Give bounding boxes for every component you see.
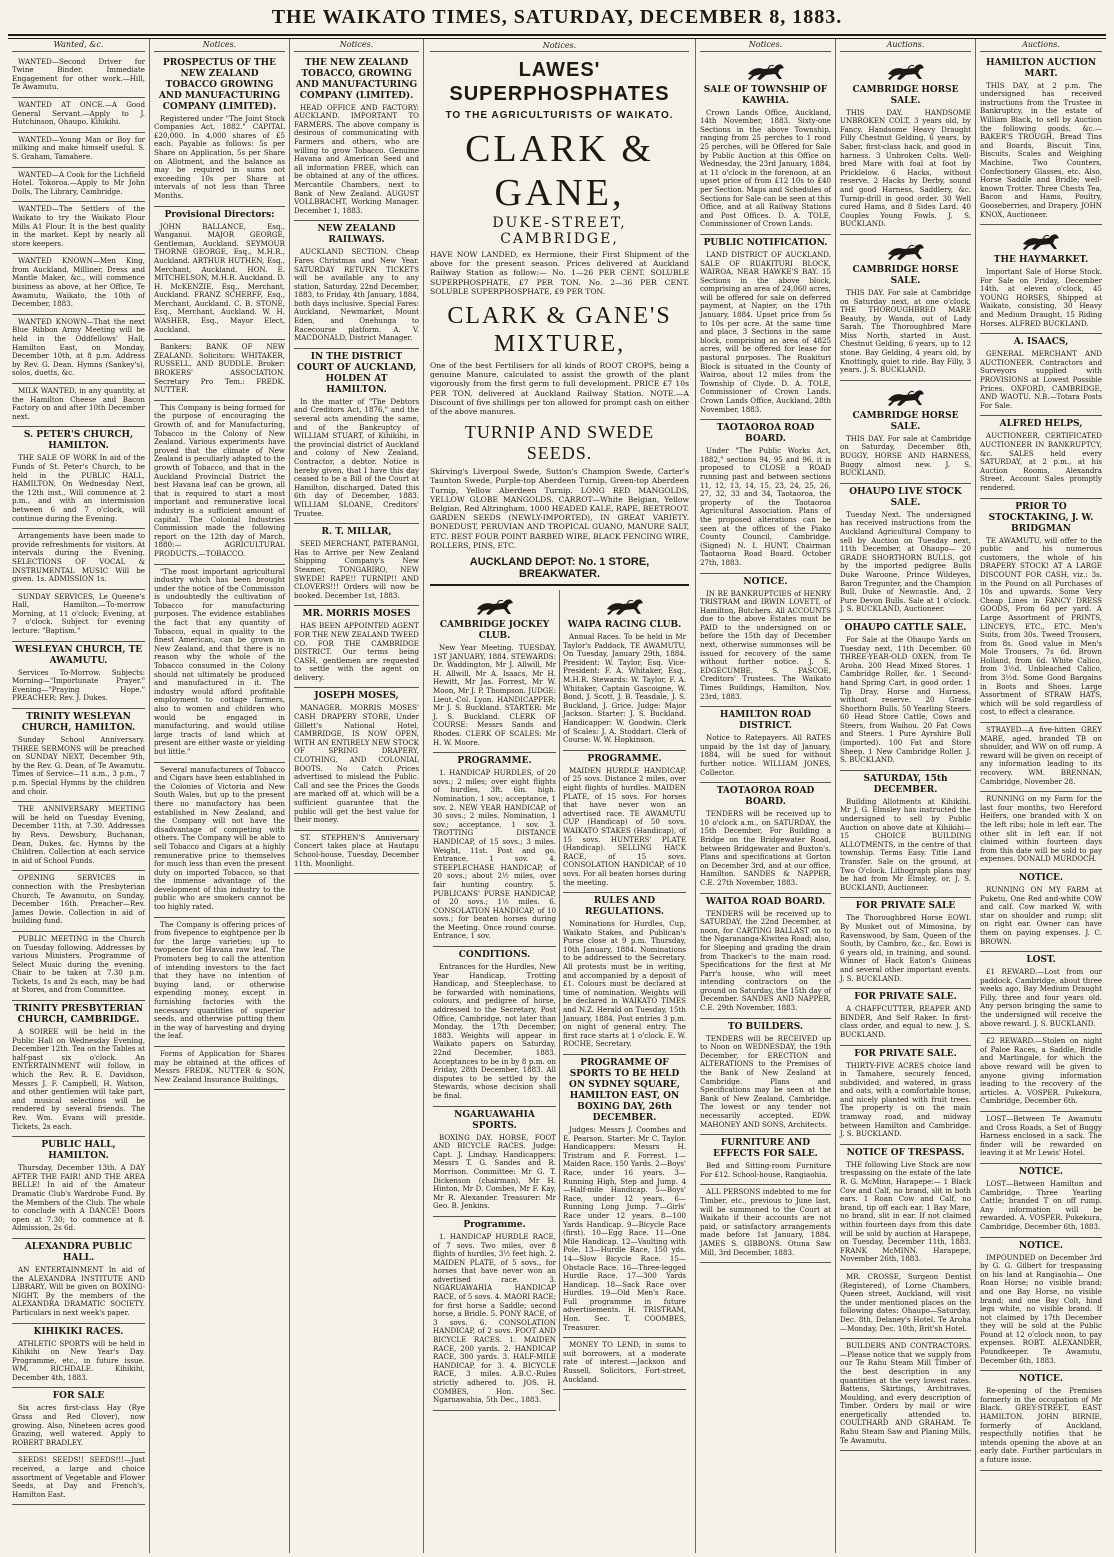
ad-body: 1. HANDICAP HURDLE RACE, of 7 sovs. Two miles, over 8 flights of hurdles, 3½ feet high. 2. MAIDEN PLATE, of 5 sovs., for horses that have never won an advertised race. 3. NGARUAWAHIA HANDICAP RACE, of 5 sovs. 4. MAORI RACE; for first horse a Saddle; second horse, a Bridle. 5. PONY RACE, of 3 sovs. 6. CONSOLATION HANDICAP, of 2 sovs. FOOT AND BICYCLE RACES. 1. MAIDEN RACE, 200 yards. 2. HANDICAP RACE, 300 yards. 3. HALF-MILE HANDICAP, for 3. 4. BICYCLE RACE, 3 miles. A.B.C.-Rules strictly adhered to. JOS. H. COMBES, Hon. Sec. Ngaruawahia, 5th Dec., 1883. [433,1231,556,1405]
advertisement [294,221,419,349]
ad-body: HAS BEEN APPOINTED AGENT FOR THE NEW ZEALAND TWEED CO. FOR THE CAMBRIDGE DISTRICT. Our terms being CASH, gentlemen are requested to settle with the agent on delivery. [294,621,419,682]
ad-title: S. PETER'S CHURCH, HAMILTON. [23,430,134,452]
ad-body: HEAD OFFICE AND FACTORY: AUCKLAND. IMPORTANT TO FARMERS. The above company is desirous of communicating with Farmers and others, who are willing to grow Tobacco. Genuine Havana and American Seed and all information FREE, which can be obtained at any of the offices. Mercantile Chambers, next to Bank of New Zealand. AUGUST VOLLBRACHT, Working Manager. December 1, 1883. [294,102,419,215]
advertisement [700,1019,831,1136]
advertisement [154,763,285,918]
advertisement [563,893,686,1055]
ad-body: New Year Meeting. TUESDAY, 1ST JANUARY, 1884. STEWARDS: Dr. Waddington, Mr J. Allwill, Mr H. Allwill, Mr A. Isaacs, Mr H. Hewitt, Mr Jas. Forrest, Mr W. Moon, Mr J. P. Thompson. JUDGE: Lieut.-Col. Lyon. HANDICAPPER: Mr J. S. Buckland. STARTER: Mr J. S. Buckland. CLERK OF COURSE: Messrs Sands and Rhodes. CLERK OF SCALES: Mr H. W. Moore. [433,643,556,747]
ad-title: SATURDAY, 15th DECEMBER. [863,773,948,795]
advertisement [563,590,686,751]
advertisement [840,898,971,989]
advertisement [840,1046,971,1145]
ad-body: TENDERS will be received up to SATURDAY, the 22nd December, at noon, for CARTING BALLAST on to the Ngarananga-Kiwitea Road; also, for Sleeping and grading the drain from Thacker's to the main road. Specifications for the first at Mr Parr's house, who will meet intending contractors on the ground on Saturday, the 15th day of December. SANDES AND NAPPER, C.E. 29th November, 1883. [700,908,831,1013]
column-heading: Notices. [294,41,419,52]
mixture-title: CLARK & GANE'S MIXTURE, [447,303,672,358]
ad-body: Tuesday Next. The undersigned has received instructions from the Auckland Agricultural Company to sell by Auction on Tuesday next, 11th December, at Ohaupo— 20 GRADE SHORTHORN BULLS, got by the imported pedigree Bulls Duke Waroone, Prince Wildeyes, Baron Tregunter, and the Champion Bull, Duke of Newcastle. And, 2 Pure Devon Bulls. Sale at 1 o'clock. J. S. BUCKLAND, Auctioneer. [840,509,971,614]
depot-line: AUCKLAND DEPOT: No. 1 STORE, BREAKWATER. [430,556,689,586]
advertisement [12,1001,145,1137]
advertisement [12,98,145,133]
advertisement [433,1107,556,1217]
ad-title: CAMBRIDGE JOCKEY CLUB. [439,620,550,642]
advertisement [563,751,686,893]
ad-title: FOR PRIVATE SALE [855,901,956,912]
ad-title: TAOTAOROA ROAD BOARD. [716,786,815,808]
advertisement [433,947,556,1107]
advertisement [154,55,285,207]
columns [8,38,1106,1553]
ad-body: JOHN BALLANCE, Esq., Wanganui. MAJOR GEORGE, Gentleman, Auckland. SEYMOUR THORNE GEORGE, Esq., M.H.R., Auckland. ARTHUR HUTHEN, Esq., Merchant, Auckland. HON. E. MITCHELSON, M.H.R. Auckland. D. H. McKENZIE, Esq., Merchant, Auckland. FRANZ SCHERFF, Esq., Merchant, Auckland. C. B. STONE, Esq., Merchant, Auckland. W. H. WASHER, Esq., Mayor Elect, Auckland. [154,221,285,334]
advertisement [700,55,831,235]
advertisement [433,590,556,753]
ad-title: NOTICE. [1018,1166,1064,1177]
advertisement [840,771,971,899]
ad-title: NOTICE. [1018,1240,1064,1251]
advertisement [154,918,285,1047]
column-heading: Notices. [700,41,831,52]
advertisement [980,1371,1102,1470]
ad-title: THE NEW ZEALAND TOBACCO, GROWING AND MANUFACTURING COMPANY (LIMITED). [295,57,418,101]
ad-body: TENDERS will be received up to 10 o'clock a.m., on SATURDAY, the 15th December, For Building a Bridge on the Bridgewater Road, between Bridgewater and Buxton's. Plans and specifications at Gorton on December 3rd, and at our office, Hamilton. SANDES & NAPPER, C.E. 27th November, 1883. [700,809,831,887]
ad-body: WANTED AT ONCE.—A Good General Servant.—Apply to J. Hutchinson, Ohaupo, Kihikihi. [12,99,145,127]
advertisement [12,315,145,384]
ad-title: PROGRAMME OF SPORTS TO BE HELD ON SYDNEY SQUARE, HAMILTON EAST, ON BOXING DAY, 26th DECEMBER. [569,1058,680,1123]
ad-body: THIS DAY. For sale at Cambridge on Saturday next, at one o'clock, THE THOROUGHBRED MARE Beauty, by Wanda, out of Lady Sarah. The Thoroughbred Mare Miss North, started in Aust. Chestnut Gelding, 6 years, up to 12 stone. Bay Gelding, 4 years old, by Knottingly, quiet to ride. Bay Filly, 3 years. J. S. BUCKLAND. [840,287,971,375]
ad-body: WANTED—Second Driver for Twine Binder. Immediate Engagement for other work.—Hill, Te Awamutu. [12,56,145,92]
ad-title: CAMBRIDGE HORSE SALE. [852,84,959,106]
column-heading: Wanted, &c. [12,41,145,52]
ad-body: THIS DAY. HANDSOME UNBROKEN COLT, 3 years old, by Fancy. Handsome Heavy Draught Filly Chestnut Gelding, 6 years, by Saber, first-class hack, and good in harness. 3 Unbroken Colts. Well-bred Mare with foal at foot by Pricklelow. 6 Hacks, without reserve. 2 Hacks by Derby, sound and good Harness, Saddlery, &c. Turnip-drill in good order. 30 Well cured Hams, and 8 Sides Lard. 40 Couples Young Fowls. J. S. BUCKLAND. [840,107,971,229]
advertisement [840,55,971,235]
column-heading: Auctions. [840,41,971,52]
ad-body: Arrangements have been made to provide refreshments for visitors. At intervals during the Evening, SELECTIONS OF VOCAL & INSTRUMENTAL MUSIC Will be given. 1s. ADMISSION 1s. [12,531,145,584]
advertisement [12,55,145,98]
advertisement [12,529,145,590]
ad-body: WANTED—The Settlers of the Waikato to try the Waikato Flour Mills A1 Flour. It is the best quality in the market. Kept by nearly all store keepers. [12,204,145,248]
ad-title: NOTICE. [1018,872,1064,883]
ad-body: PUBLIC MEETING in the Church on Tuesday following. Addresses by various Ministers. Programme of Select Music during the evening. Chair to be taken at 7.30 p.m. Tickets, 1s and 2s each, may be had at Stores, and from Committee. [12,933,145,995]
advertisement [12,1324,145,1389]
ad-title: KIHIKIKI RACES. [33,1326,124,1337]
advertisement [294,524,419,606]
ad-body: Thursday, December 13th. A DAY AFTER THE FAIR! AND THE AREA BELLE! In aid of the Amateur Dramatic Club's Wardrobe Fund. By the Members of the Club. The whole to conclude with A DANCE! Doors open at 7.30; to commence at 8. Admission, 2s 6d. [12,1163,145,1233]
ad-body: A CHAFFCUTTER, REAPER AND BINDER, And Self Raker. In first-class order, and equal to new. J. S. BUCKLAND. [840,1004,971,1039]
advertisement [980,225,1102,334]
racehorse-icon [884,386,928,408]
ad-body: BUILDERS AND CONTRACTORS.—Please notice that we supply from our Te Rahu Steam Mill Timber of the best description in any quantities at the very lowest rates. Battens, Skirtings, Architraves, Moulding, and every description of Timber. Orders by mail or wire energetically attended to. COULTHARD AND GRAHAM. Te Rahu Steam Saw and Planing Mills, Te Awamutu. [840,1341,971,1445]
advertisement [12,642,145,709]
ad-title: PROGRAMME. [587,753,662,764]
advertisement [980,792,1102,870]
ad-title: NOTICE OF TRESPASS. [846,1147,965,1158]
ad-body: WANTED—Young Man or Boy for milking and make himself useful. S. S. Graham, Tamahere. [12,134,145,161]
ad-body: Entrances for the Hurdles, New Year Handicap, Trotting Handicap, and Steeplechase, to be forwarded with nominations, colours, and pedigree of horse, addressed to the Secretary, Post Office, Cambridge, not later than Monday, the 17th December, 1883. Weights will appear in Waikato papers on Saturday, 22nd December, 1883. Acceptances to be in by 8 p.m. on Friday, 28th December, 1883. All disputes to be settled by the Stewards, whose decision shall be final. [433,962,556,1100]
ad-body: LAND DISTRICT OF AUCKLAND. SALE OF RUAKITURI BLOCK, WAIROA, NEAR HAWKE'S BAY. 15 Sections in the above block, comprising an area of 24,060 acres, will be offered for sale on deferred payment, at Napier, on the 17th January, 1884. Upset price from 5s to 10s per acre. At the same time and place, 3 Sections in the same block, comprising an area of 4825 acres, will be offered for lease for pastoral purposes. The Ruakituri Block is situated in the County of Wairoa, about 12 miles from the Township of Clyde. D. A. TOLE, Commissioner of Crown Lands. Crown Lands Office, Auckland, 28th November, 1883. [700,249,831,414]
ad-body: Crown Lands Office, Auckland, 14th November, 1883. Sixty-one Sections in the above Township, ranging from 25 perches to 1 rood 25 perches, will be Offered for Sale by Public Auction at this Office on Wednesday, the 23rd January, 1884, at 11 o'clock in the forenoon, at an upset price of from £12 10s to £40 per Section. Maps and Schedules of Sections for Sale can be seen at this Office, and at all Railway Stations and Post Offices. D. A. TOLE, Commissioner of Crown Lands. [700,107,831,229]
masthead: THE WAIKATO TIMES, SATURDAY, DECEMBER 8, 1883. [8,6,1106,36]
ad-title: Provisional Directors: [164,209,275,220]
ad-body: THE ANNIVERSARY MEETING will be held on Tuesday Evening, December 11th, at 7.30. Addresses by Revs. Dewsbury, Buchanan, Dean, Dukes, &c. Hymns by the Children. Collection at each service in aid of School Funds. [12,804,145,865]
ad-body: THIS DAY. For sale at Cambridge on Saturday, December 8th, BUGGY, HORSE AND HARNESS, Buggy almost new. J. S. BUCKLAND. [840,433,971,478]
advertisement [12,1388,145,1453]
ad-title: MR. MORRIS MOSES [302,609,411,620]
advertisement [294,55,419,222]
ad-title: R. T. MILLAR, [321,527,392,538]
advertisement [12,932,145,1001]
firm-address: DUKE-STREET, CAMBRIDGE, [492,215,627,247]
ad-body: WANTED KNOWN—That the next Blue Ribbon Army Meeting will be held in the Oddfellows' Hall, Hamilton East, on Monday, December 10th, at 8 p.m. Address by Rev. G. Dean. Hymns (Sankey's), solos, duetts, &c. [12,316,145,378]
advertisement [840,989,971,1045]
ad-title: A. ISAACS, [1013,337,1069,348]
ad-body: IN RE BANKRUPTCIES of HENRY TRISTRAM and IRWIN LOVETT, of Hamilton, Butchers. All ACCOUNTS due to the above Estates must be PAID to the undersigned on or before the 15th day of December next, otherwise summonses will be issued for recovery of the same without further notice. J. S. EDGECUMBE, S. PASCOE, Creditors' Trustees. The Waikato Times Buildings, Hamilton, Nov. 23rd, 1883. [700,588,831,701]
ad-body: Under "The Public Works Act, 1882," sections 94, 95 and 96, it is proposed to CLOSE a ROAD running past and between sections 11, 12, 13, 14, 15, 23, 24, 25, 26, 27, 32, 33 and 34, Taotaoroa, the property of the Taotaoroa Agricultural Association. Plans of the proposed alterations can be seen at the offices of the Piako County Council, Cambridge. (Signed) N. I. HUNT, Chairman Taotaoroa Road Board. October 27th, 1883. [700,446,831,567]
ad-body: Bankers: BANK OF NEW ZEALAND. Solicitors: WHITAKER, RUSSELL, AND BUDDLE. Broker: BROKERS' ASSOCIATION. Secretary Pro Tem.: FREDK. NUTTER. [154,342,285,395]
advertisement [980,723,1102,792]
ad-body: GENERAL MERCHANT AND AUCTIONEER. Contractors and Surveyors supplied with PROVISIONS at Lowest Possible Prices. OXFORD, CAMBRIDGE, AND WAOTU. N.B.—Totara Posts For Sale. [980,349,1102,410]
ad-body: SEED MERCHANT, PATERANGI, Has to Arrive per New Zealand Shipping Company's New Steamer, TONGARIRO, NEW SWEDE! RAPE!! TURNIP!! AND CLOVERS!!! Orders will now be booked. December 1st, 1883. [294,539,419,600]
ad-title: Programme. [463,1219,526,1230]
ad-title: ALFRED HELPS, [999,419,1083,430]
ad-title: PRIOR TO STOCKTAKING, J. W. BRIDGMAN [988,501,1094,534]
racehorse-icon [884,240,928,262]
ad-body: Judges: Messrs J. Coombes and E. Pearson. Starter: Mr C. Taylor. Handicappers: Messrs H. Tristram and F. Forrest. 1—Maiden Race, 150 Yards. 2—Boys' Race, under 16 years. 3—Running High, Step and Jump. 4—Half-mile Handicap. 5—Boys' Race, under 12 years. 6—Running Long Jump. 7—Girls' Race under 12 years. 8—100 Yards Handicap. 9—Bicycle Race (first). 10—Egg Race. 11—One Mile Handicap. 12—Vaulting with Pole. 13—Hurdle Race, 150 yds. 14—Slow Bicycle Race. 15—Obstacle Race. 16—Three-legged Hurdle Race. 17—300 Yards Handicap. 18—Sack Race over Hurdles. 19—Old Men's Race. Full programme in future advertisements. H. TRISTRAM, Hon. Sec. T. COOMBES, Treasurer. [563,1125,686,1332]
ad-body: RUNNING on my Farm for the last four months, two Hereford Heifers, one branded with X on the left ribs; hole in left ear. The other slit in left ear. If not claimed within fourteen days from this date will be sold to pay expenses. DONALD MURDOCH. [980,794,1102,864]
advertisement [980,1112,1102,1164]
ad-body: £1 REWARD.—Lost from our paddock, Cambridge, about three weeks ago, Bay Medium Draught Filly, three and four years old. Any person bringing the same to the undersigned will receive the above reward. J. S. BUCKLAND. [980,967,1102,1028]
ad-title: OHAUPO CATTLE SALE. [844,622,967,633]
ad-body: WANTED KNOWN—Men King, from Auckland, Milliner, Dress and Mantle Maker, &c., will commence business as above, at her Office, Te Awamutu, Waikato, the 10th of December, 1883. [12,256,145,309]
advertisement [980,952,1102,1034]
ad-body: THE SALE OF WORK In aid of the Funds of St. Peter's Church, to be held in the PUBLIC HALL, HAMILTON, On Wednesday Next, the 12th inst., Will commence at 2 p.m., and with an intermission between 6 and 7 o'clock, will continue during the Evening. [12,453,145,523]
racehorse-icon [603,595,647,617]
advertisement [154,340,285,401]
ad-body: BOXING DAY. HORSE, FOOT AND BICYCLE RACES. Judge: Capt. J. Lindsay. Handicappers: Messrs T. G. Sandes and R. Morrison. Committee: Mr G. T. Dickenson (chairman), Mr H. Hinton, Mr D. Combes, Mr F. Kay, Mr R. Alexander. Treasurer: Mr Geo. B. Jenkins. [433,1132,556,1211]
advertisement [12,1453,145,1505]
ad-title: HAMILTON ROAD DISTRICT. [719,710,812,732]
advertisement [980,416,1102,498]
ad-title: TRINITY WESLEYAN CHURCH, HAMILTON. [21,712,136,734]
advertisement [12,1239,145,1324]
seeds-title: TURNIP AND SWEDE SEEDS. [464,422,655,464]
ad-body: OPENING SERVICES in connection with the Presbyterian Church, Te Awamutu, on Sunday, December 16th. Preacher—Rev. James Dowie. Collection in aid of building fund. [12,873,145,926]
ad-body: Bed and Sitting-room Furniture For £12. School-house, Rangiaohia. [700,1161,831,1179]
ad-body: ALL PERSONS indebted to me for Timber, etc., previous to June last, will be summoned to the Court at Waikato if their accounts are not paid, or satisfactory arrangements made before 1st January, 1884. JAMES S. GIBBONS. Otuna Saw Mill, 3rd December, 1883. [700,1187,831,1257]
ad-title: FURNITURE AND EFFECTS FOR SALE. [713,1138,818,1160]
ad-body: LOST—Between Te Awamutu and Cross Roads, a Set of Buggy Harness enclosed in a sack. The finder will be rewarded on leaving it at Mr Lewis' Hotel. [980,1114,1102,1158]
ad-title: FOR SALE [52,1391,105,1402]
advertisement [563,1338,686,1390]
ad-body: WANTED—A Cook for the Lichfield Hotel. Tokoroa.—Apply to Mr John Dolls, The Library, Cambridge. [12,169,145,196]
ad-body: The Thoroughbred Horse EOWI. By Musket out of Mimosina, by Ravenswood, by Sam, Queen of the South, by Cambro, &c., &c. Eowi is 6 years old, in training, and sound. Winner of Hack Eaton's Guineas and several other important events. J. S. BUCKLAND. [840,913,971,983]
ad-body: AUCTIONEER, CERTIFICATED AUCTIONEER IN BANKRUPTCY, &c. SALES held every SATURDAY, at 2 p.m., at his Auction Rooms, Alexandra Street. Account Sales promptly rendered. [980,431,1102,492]
ad-body: "The most important agricultural industry which has been brought under the notice of the Commission is undoubtedly the cultivation of Tobacco for manufacturing purposes. The evidence establishes the fact that any quantity of Tobacco, equal in quality to the finest American, can be grown in New Zealand, and that there is no reason why the whole of the Tobacco consumed in the Colony should not ultimately be produced and manufactured in it. The industry would afford profitable employment to cottage farmers, also to women and children who would be engaged in manufacturing, and would utilise large tracts of land which at present are either waste or yielding but little." [154,566,285,756]
ad-body: ST. STEPHEN'S Anniversary Concert takes place at Hautapu School-house, Tuesday, December 11th. Moonlight. [294,832,419,868]
ad-body: This Company is being formed for the purpose of encouraging the Growth of, and for Manufacturing, Tobacco in the Colony of New Zealand. Various experiments have proved that the climate of New Zealand is peculiarly adapted to the growth of Tobacco, and that in the Auckland Provincial District the best Havana leaf can be grown, all that is required to start a most important and remunerative local industry is a sufficient amount of capital. The Colonial Industries Commission made the following report on the 12th day of March, 1880:— AGRICULTURAL PRODUCTS.—TOBACCO. [154,402,285,558]
advertisement [563,1055,686,1338]
ad-body: Notice to Ratepayers. All RATES unpaid by the 1st day of January, 1884, will be sued for without further notice. WILLIAM JONES, Collector. [700,733,831,777]
ad-body: SUNDAY SERVICES, Le Queene's Hall, Hamilton.—To-morrow Morning, at 11 o'clock; Evening, at 7 o'clock. Subject for evening lecture: "Baptism." [12,591,145,636]
column-notices-2 [290,39,424,1553]
column-notices-prospectus [150,39,290,1553]
ad-title: PROSPECTUS OF THE NEW ZEALAND TOBACCO GROWING AND MANUFACTURING COMPANY (LIMITED). [158,57,281,112]
ad-body: Building Allotments at Kihikihi. Mr J. G. Elmsley has instructed the undersigned to sell by Public Auction on above date at Kihikihi— 15 CHOICE BUILDING ALLOTMENTS, in the centre of that township. Terms Easy. Title Land Transfer. Sale on the ground, at Two O'clock. Lithograph plans may be had from Mr Elmsley, or, J. S. BUCKLAND, Auctioneer. [840,796,971,892]
ad-body: SEEDS! SEEDS!! SEEDS!!!—Just received, a large and choice assortment of Vegetable and Flower Seeds, at Day and French's, Hamilton East. [12,1455,145,1499]
ad-title: THE HAYMARKET. [993,255,1089,266]
ad-title: TO BUILDERS. [727,1021,804,1032]
advertisement [294,831,419,874]
ad-body: Annual Races. To be held in Mr Taylor's Paddock, TE AWAMUTU, On Tuesday, January 29th, 1884. President: W. Taylor, Esq. Vice-President: F. A. Whitaker, Esq., M.H.R. Stewards: W. Taylor, F. A. Whitaker, Captain Gascoigne, W. Bond, J. Scott, J. B. Teasdale, J. S. Buckland, J. Grice. Judge: Major Jackson. Starter: J. S. Buckland. Handicapper: W. Goodwin. Clerk of Scales: J. A. Stoddart. Clerk of Course: W. W. Hopkinson. [563,632,686,745]
advertisement [840,1145,971,1270]
ad-title: NGARUAWAHIA SPORTS. [454,1109,535,1131]
ad-body: Services To-Morrow. Subjects: Morning—"Importunate Prayer." Evening—"Praying Hope." PREACHER: Rev. J. Dukes. [12,667,145,703]
advertisement [700,574,831,708]
ad-body: TENDERS will be RECEIVED up to Noon on WEDNESDAY, the 19th December, for ERECTION and ALTERATIONS to the Premises of the Bank of New Zealand at Cambridge. Plans and Specifications may be seen at the Bank of New Zealand, Cambridge. The lowest or any tender not necessarily accepted. EDW. MAHONEY AND SONS, Architects. [700,1033,831,1129]
advertisement [840,1339,971,1451]
advertisement [980,334,1102,416]
ad-body: MANAGER. MORRIS MOSES' CASH DRAPERY STORE, Under Gillett's National Hotel, CAMBRIDGE, IS NOW OPEN, WITH AN ENTIRELY NEW STOCK OF SPRING DRAPERY, CLOTHING, AND COLONIAL BOOTS. No Catch Prices advertised to mislead the Public. Call and see the Prices the Goods are marked off at, which will be a sufficient guarantee that the public will get the best value for their money. [294,703,419,825]
ad-body: Registered under "The Joint Stock Companies Act, 1882." CAPITAL £20,000. In 4,000 shares of £5 each. Payable as follows: 5s per Share on Application, 5s per Share on Allotment, and the balance as may be required in sums not exceeding 10s per Share at intervals of not less than Three Months. [154,113,285,200]
advertisement [700,1135,831,1185]
advertisement [12,590,145,642]
advertisement [700,707,831,783]
ad-body: In the matter of "The Debtors and Creditors Act, 1876," and the several acts amending the same, and of the Bankruptcy of WILLIAM STUART, of Kihikihi, in the provincial district of Auckland and colony of New Zealand, Contractor, a debtor. Notice is hereby given, that I have this day ceased to be a Bill of the Court at Hamilton, discharged. Dated this 6th day of December, 1883. WILLIAM SLOANE, Creditors' Trustee. [294,396,419,518]
advertisement [700,783,831,893]
ad-body: MILK WANTED, in any quantity, at the Hamilton Cheese and Bacon Factory on and after 10th December next. [12,386,145,421]
ad-body: Important Sale of Horse Stock. For Sale on Friday, December 14th, at eleven o'clock, 45 YOUNG HORSES, Shipped at Waikato, consisting, 30 Heavy and Medium Draught, 15 Riding Horses. ALFRED BUCKLAND. [980,267,1102,328]
ad-body: Nominations for Hurdles, Cup, Waikato Stakes, and Publican's Purse close at 9 p.m. Thursday, 10th January, 1884. Nominations to be addressed to the Secretary. All protests must be in writing, and accompanied by a deposit of £1. Colours must be declared at time of nomination. Weights will be declared in WAIKATO TIMES and N.Z. Herald on Tuesday, 15th January, 1884. Post entries 3 p.m. on night of general entry. The first race starts at 1 o'clock. E. W. ROCHE, Secretary. [563,919,686,1049]
advertisement [12,254,145,315]
racehorse-icon [1019,230,1063,252]
ad-title: PUBLIC HALL, HAMILTON. [41,1140,116,1162]
advertisement [294,606,419,688]
ad-body: TE AWAMUTU, will offer to the public and his numerous customers, the whole of his DRAPERY STOCK! AT A LARGE DISCOUNT FOR CASH, viz.: 3s. in the Pound on all Purchases of 10s and upwards. Some Very Cheap Lines in FANCY DRESS GOODS, From 6d per yard. A Large Assortment of PRINTS, LINCEYS, ETC., ETC. Men's Suits, from 30s. Tweed Trousers, from 8s. Good value in Men's Mole Trousers, 7s 6d. Brown Holland, from 6d. White Calico, from 3½d. Unbleached Calico, from 3½d. Some Good Bargains in Boots and Shoes. Large Assortment of STRAW HATS, which will be sold regardless of cost, to effect a clearance. [980,535,1102,717]
column-heading: Notices. [430,41,689,52]
featured-subcolumns [430,590,689,1411]
ad-title: RULES AND REGULATIONS. [585,896,664,918]
ad-body: For Sale at the Ohaupo Yards on Tuesday next, 11th December. 60 THREE-YEAR-OLD OXEN, from Te Aroha. 200 Head Mixed Stores. 1 Cambridge Roller, &c. 1 Second-hand Spring Cart, in good order. 1 Tip Dray, Horse and Harness, without reserve. 20 Grade Shorthorn Bulls. 50 Yearling Steers. 60 Head Store Cattle, Cows and Steers, from Waihou. 20 Fat Cows and Steers. 1 Pure Ayrshire Bull (imported). 100 Fat and Store Sheep. 1 New Cambridge Roller. J. S. BUCKLAND. [840,634,971,765]
advertisement [294,349,419,524]
advertisement [433,1217,556,1411]
advertisement [980,1164,1102,1238]
ad-body: Sunday School Anniversary. THREE SERMONS will be preached on SUNDAY NEXT, December 9th, by the Rev. G. Dean, of Te Awamutu. Times of Service—11 a.m., 3 p.m., 7 p.m. Special Hymns by the children and choir. [12,735,145,796]
advertisement [154,565,285,763]
ad-body: STRAYED—A five-hitten GREY MARE, aged, branded TB on shoulder, and WW on off rump. A reward will be given on receipt of any information leading to its recovery. WM. BRENNAN, Cambridge, November 28. [980,725,1102,786]
advertisement [980,499,1102,723]
ad-body: Six acres first-class Hay (Rye Grass and Red Clover), now growing. Also, Nineteen acres good Grazing, well watered. Apply to ROBERT BRADLEY. [12,1403,145,1447]
ad-body: Several manufacturers of Tobacco and Cigars have been established in the Colonies of Victoria and New South Wales, but up to the present there no manufactory has been established in New Zealand, and the Company will not have the disadvantage of competing with others. The Company will be able to sell Tobacco and Cigars at a highly remunerative price to themselves for much less than even the present duty on imported Tobacco, so that the immense advantage of the development of this industry to the public who are smokers cannot be too highly rated. [154,764,285,912]
ad-title: FOR PRIVATE SALE. [854,1048,957,1059]
advertisement [700,1185,831,1263]
advertisement [980,1238,1102,1372]
advertisement [840,620,971,771]
advertisement [840,235,971,381]
ad-title: WAIPA RACING CLUB. [567,620,682,631]
advertisement [700,894,831,1019]
ad-title: OHAUPO LIVE STOCK SALE. [849,486,962,508]
advertisement [12,133,145,168]
ad-body: A SOIREE will be held in the Public Hall on Wednesday Evening, December 12th. Tea on the Tables at half-past six o'clock. An ENTERTAINMENT will follow, in which the Rev. R. E. Davidson, Messrs J. F. Campbell, H. Watson, and other gentlemen will take part, and musical selections will be rendered by several friends. The Rev. Wm. Evans will preside. Tickets, 2s each. [12,1027,145,1131]
ad-body: Forms of Application for Shares may be obtained at the offices of Messrs FREDK. NUTTER & SON, New Zealand Insurance Buildings, [154,1048,285,1084]
ad-title: SALE OF TOWNSHIP OF KAWHIA. [703,84,828,106]
ad-title: CONDITIONS. [458,950,531,961]
advertisement [12,384,145,427]
ad-title: TAOTAOROA ROAD BOARD. [716,423,815,445]
advertisement [12,202,145,254]
racehorse-icon [744,60,788,82]
ad-title: CAMBRIDGE HORSE SALE. [852,264,959,286]
ad-body: £2 REWARD.—Stolen on night of Paloe Races, a Saddle, Bridle and Martingale, for which the above reward will be given to anyone giving information leading to the recovery of the articles. A. VOSPER. Pukekura, Cambridge, December 6th. [980,1036,1102,1106]
ad-body: THE following Live Stock are now trespassing on the estate of the late R. G. McMinn, Harapepe:— 1 Black Cow and Calf, no brand, slit in both ears. 1 Roan Cow and Calf, no brand, tip off each ear. 1 Bay Mare, no brand, slit in ear. If not claimed within fourteen days from this date will be sold by auction at Harapepe, on Tuesday, December 11th, 1883. FRANK McMINN. Harapepe, November 26th, 1883. [840,1159,971,1264]
advertisement [12,802,145,871]
ad-title: HAMILTON AUCTION MART. [985,57,1097,79]
subcolumn-racing-right [559,590,689,1411]
seeds-body: Skirving's Liverpool Swede, Sutton's Champion Swede, Carter's Taunton Swede, Purple-top Aberdeen Turnip, Green-top Aberdeen Turnip, Yellow Aberdeen Turnip. LONG RED MANGOLDS, YELLOW GLOBE MANGOLDS. CARROT—White Belgian, Yellow Belgian, Red Altringham. 1000 HEADED KALE, RAPE, BEETROOT. GARDEN SEEDS (NEWLY-IMPORTED), IN GREAT VARIETY. BONEDUST, PERUVIAN AND TROPICAL GUANO, MANURE SALT, ETC. BEST FOUR POINT BARBED WIRE, BLACK FENCING WIRE, ROLLERS, PINS, ETC. [430,467,689,550]
advertisement [154,401,285,565]
lawes-title: LAWES' SUPERPHOSPHATES [449,59,670,105]
ad-body: ATHLETIC SPORTS will be held in Kihikihi on New Year's Day. Programme, etc., in future issue. WM. RICHDALE. Kihikihi, December 4th, 1883. [12,1338,145,1382]
ad-title: NOTICE. [743,576,788,587]
advertisement [700,420,831,573]
ad-body: THIRTY-FIVE ACRES choice land in Tamahere, securely fenced, subdivided, and watered, in grass and oats, with a comfortable house, and nicely planted with fruit trees. The property is on the main tramway road, and midway between Hamilton and Cambridge. J. S. BUCKLAND. [840,1060,971,1139]
ad-title: PUBLIC NOTIFICATION. [703,237,828,248]
advertisement [12,427,145,529]
advertisement [154,207,285,341]
advertisement [12,1137,145,1239]
ad-title: NEW ZEALAND RAILWAYS. [317,224,396,246]
ad-title: LOST. [1026,955,1056,966]
advertisement [294,688,419,830]
ad-body: LOST—Between Hamilton and Cambridge, Three Yearling Cattle; branded T on off rump. Any information will be rewarded. A. VOSPER. Pukekura, Cambridge, December 6th, 1883. [980,1178,1102,1231]
ad-body: The Company is offering prices of from fivepence to eightpence per lb for the large varieties; up to twopence for Havana raw leaf. The Promoters beg to call the attention of intending investors to the fact that they have no intention of buying land, or otherwise expending money, except in furnishing factories with the necessary quantities of superior seeds, and otherwise putting them in the way of harvesting and drying the leaf. [154,919,285,1041]
advertisement [12,709,145,802]
ad-title: ALEXANDRA PUBLIC HALL. [24,1241,133,1263]
featured-advert-column [424,39,696,1553]
ad-body: THIS DAY, at 2 p.m. The undersigned has received instructions from the Trustee in Bankruptcy, in the estate of William Black, to sell by Auction the following goods, &c.— BAKER'S TROUGH, Bread Tins and Boards, Biscuit Tins, Biscuits, Scales and Weighing Machine, Two Counters, Confectionery Glasses, etc. Also, Horse Saddle and Bridle; well-known Trotter. Three Chests Tea, Bacon and Hams, Poultry, Gooseberries, and Drapery. JOHN KNOX, Auctioneer. [980,80,1102,219]
lawes-subtitle: TO THE AGRICULTURISTS OF WAIKATO. [445,110,674,121]
advertisement [154,1047,285,1090]
subcolumn-racing-left [430,590,559,1411]
advertisement [12,168,145,203]
advertisement [12,871,145,932]
advertisement [980,55,1102,226]
ad-body: IMPOUNDED on December 3rd by G. G. Gilbert for trespassing on his land at Rangiaohia— One Roan Horse; no visible brand; and one Bay Horse, no visible brand; and one Bay Colt, hind legs white, no visible brand. If not claimed by 17th December they will be sold at the Public Pound at 12 o'clock noon, to pay expenses. ROBT. ALEXANDER, Poundkeeper. Te Awamutu, December 6th, 1883. [980,1252,1102,1365]
ad-body: RUNNING ON MY FARM at Puketu, One Red and-white COW and calf. Cow marked W, with star on shoulder and rump; slit on right ear. Owner can have them on paying expenses. J. C. BROWN. [980,884,1102,946]
ad-title: PROGRAMME. [457,756,532,767]
advertisement [840,1270,971,1339]
racehorse-icon [473,595,517,617]
ad-body: MR. CROSSE, Surgeon Dentist (Registered), of Lorne Chambers, Queen street, Auckland, will visit the under mentioned places on the following dates: Ohaupo—Saturday, Dec. 8th, Delaney's Hotel. Te Aroha—Monday, Dec. 10th, Brit'sh Hotel. [840,1271,971,1333]
ad-body: AUCKLAND SECTION. Cheap Fares Christmas and New Year. SATURDAY RETURN TICKETS will be available any to any station, Saturday, 22nd December, 1883, to Friday, 4th January, 1884, both days inclusive. Special Fares: Auckland, Newmarket, Mount Eden, and Onehunga to Racecourse platform. A. V. MACDONALD, District Manager. [294,247,419,343]
column-auctions-2 [976,39,1106,1553]
racehorse-icon [884,60,928,82]
ad-body: AN ENTERTAINMENT In aid of the ALEXANDRA INSTITUTE AND LIBRARY, Will be given on BOXING-NIGHT, By the members of the ALEXANDRA DRAMATIC SOCIETY. Particulars in next week's paper. [12,1264,145,1317]
ad-body: MONEY TO LEND, in sums to suit borrowers, at a moderate rate of interest.—Jackson and Russell, Solicitors, Fort-street, Auckland. [563,1340,686,1384]
advertisement [840,484,971,620]
advertisement [433,753,556,947]
ad-title: IN THE DISTRICT COURT OF AUCKLAND, HOLDEN AT HAMILTON. [296,351,417,395]
ad-title: WAITOA ROAD BOARD. [705,896,826,907]
ad-body: Re-opening of the Premises formerly in the occupation of Mr Black. GREY-STREET, EAST HAMILTON. JOHN BIRNIE, formerly of Auckland, respectfully notifies that he intends opening the above at an early date. Further particulars in a future issue. [980,1386,1102,1464]
ad-title: TRINITY PRESBYTERIAN CHURCH, CAMBRIDGE. [13,1004,143,1026]
superphosphate-prices: HAVE NOW LANDED, ex Hermione, their First Shipment of the above for the present season. Prices delivered at Auckland Railway Station as follow:— No. 1—26 PER CENT. SOLUBLE SUPERPHOSPHATE, £7 PER TON. No. 2—36 PER CENT. SOLUBLE SUPERPHOSPHATE, £9 PER TON. [430,250,689,296]
advertisement [980,1034,1102,1112]
column-heading: Auctions. [980,41,1102,52]
advertisement [980,870,1102,952]
column-auctions [836,39,976,1553]
advertisement [700,235,831,420]
column-heading: Notices. [154,41,285,52]
ad-title: WESLEYAN CHURCH, TE AWAMUTU. [14,644,143,666]
ad-title: CAMBRIDGE HORSE SALE. [852,410,959,432]
ad-body: 1. HANDICAP HURDLES, of 20 sovs.; 2 miles; over eight flights of hurdles, 3ft. 6in. high. Nomination, 1 sov.; acceptance, 1 sov. 2. NEW YEAR HANDICAP, of 30 sovs.; 2 miles. Nomination, 1 sov.; acceptance, 1 sov. 3. TROTTING DISTANCE HANDICAP, of 15 sovs.; 3 miles. Weight, 11st. Post and go. Entrance, 1 sov. 4. STEEPLECHASE HANDICAP, of 20 sovs.; about 2½ miles, over fair hunting country. 5. PUBLICANS' PURSE HANDICAP, of 20 sovs.; 1½ miles. 6. CONSOLATION HANDICAP, of 10 sovs.; for beaten horses during the Meeting. Once round course. Entrance, 1 sov. [433,768,556,941]
firm-name: CLARK & GANE, [465,128,654,214]
advertisement [840,381,971,484]
ad-title: NOTICE. [1018,1374,1064,1385]
ad-title: FOR PRIVATE SALE. [854,992,957,1003]
ad-title: JOSEPH MOSES, [314,691,399,702]
column-notices-3 [696,39,836,1553]
ad-body: MAIDEN HURDLE HANDICAP, of 25 sovs. Distance 2 miles, over eight flights of hurdles. MAIDEN PLATE, of 15 sovs. For horses that have never won an advertised race. TE AWAMUTU CUP (Handicap) of 50 sovs. WAIKATO STAKES (Handicap), of 15 sovs. HUNTERS' PLATE (Handicap). SELLING HACK RACE, of 15 sovs. CONSOLATION HANDICAP, of 10 sovs. For all beaten horses during the meeting. [563,765,686,887]
column-wanted [8,39,150,1553]
mixture-body: One of the best Fertilisers for all kinds of ROOT CROPS, being a genuine Manure, calculated to assist the growth of the plant vigorously from the first germ to full development. PRICE £7 10s PER TON, delivered at Auckland Railway Station. NOTE.—A Discount of five shillings per ton allowed for prompt cash on either of the above manures. [430,361,689,417]
